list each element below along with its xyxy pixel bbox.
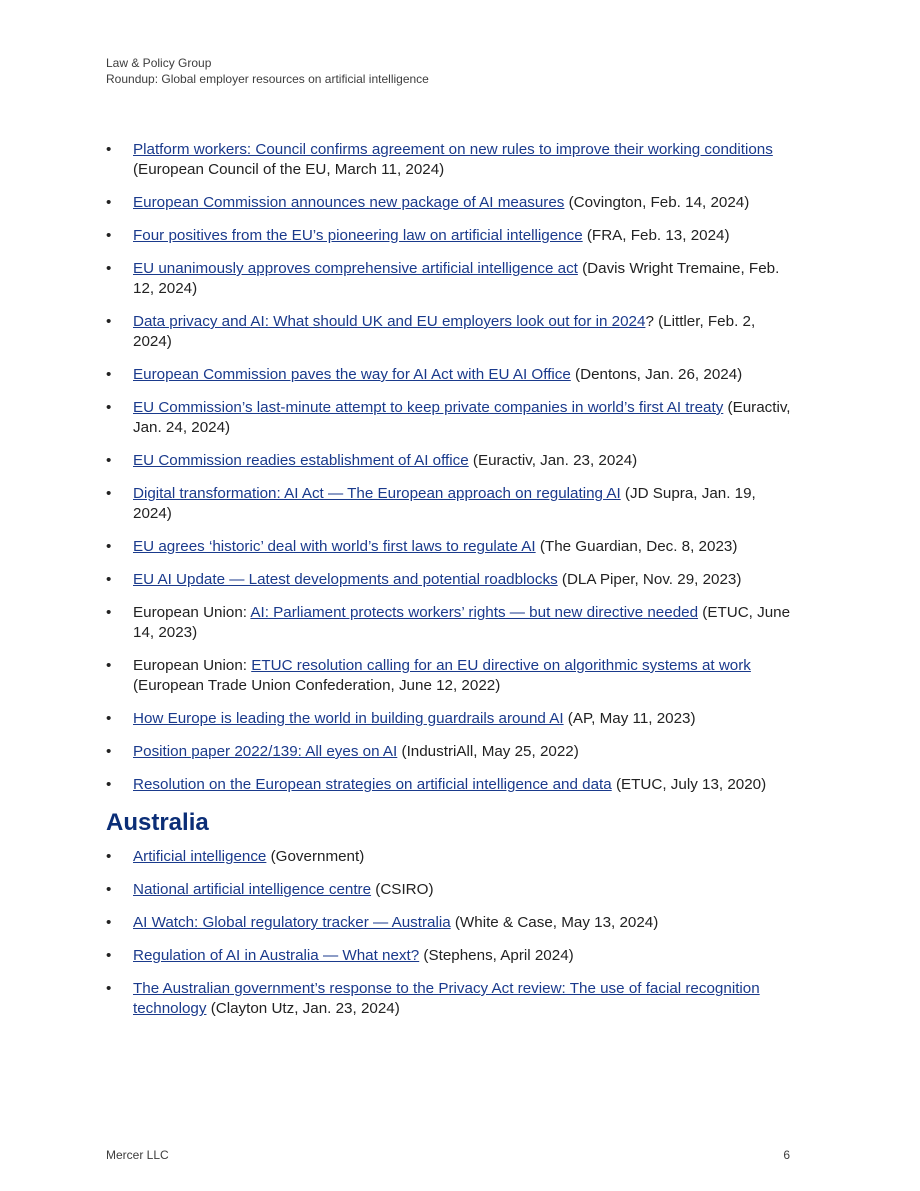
- item-prefix: European Union:: [133, 657, 252, 674]
- list-item: [106, 946, 796, 966]
- list-item: [106, 365, 796, 385]
- resource-link[interactable]: Platform workers: Council confirms agreement on new rules to improve their working conditions: [133, 141, 773, 158]
- list-item: [106, 847, 796, 867]
- list-item: [106, 537, 796, 557]
- bullet: •: [106, 657, 112, 674]
- resource-link[interactable]: Four positives from the EU’s pioneering law on artificial intelligence: [133, 227, 583, 244]
- list-item: [106, 193, 796, 213]
- item-source: (JD Supra, Jan. 19, 2024): [133, 485, 756, 522]
- bullet: •: [106, 604, 112, 621]
- list-item: [106, 709, 796, 729]
- resource-link[interactable]: Position paper 2022/139: All eyes on AI: [133, 743, 398, 760]
- item-source: (Government): [266, 848, 365, 865]
- bullet: •: [106, 399, 112, 416]
- resource-link[interactable]: Data privacy and AI: What should UK and EU employers look out for in 2024: [133, 313, 646, 330]
- resource-link[interactable]: Digital transformation: AI Act — The European approach on regulating AI: [133, 485, 621, 502]
- resource-link[interactable]: European Commission announces new package of AI measures: [133, 194, 565, 211]
- bullet: •: [106, 141, 112, 158]
- item-source: (Dentons, Jan. 26, 2024): [570, 366, 743, 383]
- resource-link[interactable]: Regulation of AI in Australia — What next?: [133, 947, 420, 964]
- list-item: [106, 570, 796, 590]
- resource-link[interactable]: How Europe is leading the world in building guardrails around AI: [133, 710, 564, 727]
- item-source: (Davis Wright Tremaine, Feb. 12, 2024): [133, 260, 780, 297]
- item-source: ? (Littler, Feb. 2, 2024): [133, 313, 756, 350]
- resource-link[interactable]: AI: Parliament protects workers’ rights — but new directive needed: [250, 604, 699, 621]
- bullet: •: [106, 848, 112, 865]
- item-source: (AP, May 11, 2023): [563, 710, 696, 727]
- item-source: (Stephens, April 2024): [419, 947, 574, 964]
- australia-resource-list: [106, 847, 796, 1019]
- item-source: (ETUC, July 13, 2020): [611, 776, 767, 793]
- item-source: (The Guardian, Dec. 8, 2023): [535, 538, 738, 555]
- section-heading-australia: Australia: [106, 809, 209, 836]
- item-source: (IndustriAll, May 25, 2022): [397, 743, 579, 760]
- bullet: •: [106, 947, 112, 964]
- header-group-name: Law & Policy Group: [106, 56, 212, 70]
- page-number: 6: [783, 1148, 790, 1162]
- main-content: [106, 140, 796, 1032]
- bullet: •: [106, 227, 112, 244]
- resource-link[interactable]: EU Commission’s last-minute attempt to keep private companies in world’s first AI treaty: [133, 399, 724, 416]
- bullet: •: [106, 571, 112, 588]
- page-header: [106, 55, 429, 87]
- bullet: •: [106, 260, 112, 277]
- item-source: (Euractiv, Jan. 24, 2024): [133, 399, 791, 436]
- resource-link[interactable]: ETUC resolution calling for an EU directive on algorithmic systems at work: [251, 657, 751, 674]
- item-source: (European Council of the EU, March 11, 2024): [133, 161, 445, 178]
- item-source: (DLA Piper, Nov. 29, 2023): [557, 571, 742, 588]
- list-item: [106, 913, 796, 933]
- bullet: •: [106, 980, 112, 997]
- resource-link[interactable]: The Australian government’s response to the Privacy Act review: The use of facial recognition technology: [133, 980, 760, 1017]
- bullet: •: [106, 776, 112, 793]
- item-source: (White & Case, May 13, 2024): [450, 914, 659, 931]
- item-prefix: European Union:: [133, 604, 251, 621]
- bullet: •: [106, 485, 112, 502]
- list-item: [106, 880, 796, 900]
- resource-link[interactable]: AI Watch: Global regulatory tracker — Australia: [133, 914, 451, 931]
- resource-link[interactable]: EU Commission readies establishment of AI office: [133, 452, 469, 469]
- bullet: •: [106, 194, 112, 211]
- item-source: (Covington, Feb. 14, 2024): [564, 194, 750, 211]
- item-source: (ETUC, June 14, 2023): [133, 604, 791, 641]
- bullet: •: [106, 452, 112, 469]
- header-document-title: Roundup: Global employer resources on artificial intelligence: [106, 72, 429, 86]
- item-source: (Clayton Utz, Jan. 23, 2024): [206, 1000, 400, 1017]
- list-item: [106, 398, 796, 438]
- list-item: [106, 656, 796, 696]
- bullet: •: [106, 313, 112, 330]
- resource-link[interactable]: National artificial intelligence centre: [133, 881, 372, 898]
- bullet: •: [106, 881, 112, 898]
- item-source: (European Trade Union Confederation, June 12, 2022): [133, 677, 501, 694]
- list-item: [106, 140, 796, 180]
- list-item: [106, 451, 796, 471]
- list-item: [106, 979, 796, 1019]
- bullet: •: [106, 710, 112, 727]
- resource-link[interactable]: EU agrees ‘historic’ deal with world’s first laws to regulate AI: [133, 538, 536, 555]
- item-source: (CSIRO): [371, 881, 434, 898]
- list-item: [106, 775, 796, 795]
- list-item: [106, 742, 796, 762]
- bullet: •: [106, 743, 112, 760]
- bullet: •: [106, 538, 112, 555]
- resource-link[interactable]: European Commission paves the way for AI Act with EU AI Office: [133, 366, 571, 383]
- list-item: [106, 226, 796, 246]
- list-item: [106, 603, 796, 643]
- item-source: (Euractiv, Jan. 23, 2024): [468, 452, 638, 469]
- resource-link[interactable]: EU AI Update — Latest developments and potential roadblocks: [133, 571, 558, 588]
- resource-link[interactable]: Artificial intelligence: [133, 848, 267, 865]
- bullet: •: [106, 366, 112, 383]
- resource-link[interactable]: Resolution on the European strategies on artificial intelligence and data: [133, 776, 612, 793]
- item-source: (FRA, Feb. 13, 2024): [582, 227, 730, 244]
- footer-company: Mercer LLC: [106, 1148, 169, 1162]
- eu-resource-list: [106, 140, 796, 795]
- bullet: •: [106, 914, 112, 931]
- list-item: [106, 484, 796, 524]
- list-item: [106, 312, 796, 352]
- list-item: [106, 259, 796, 299]
- resource-link[interactable]: EU unanimously approves comprehensive artificial intelligence act: [133, 260, 578, 277]
